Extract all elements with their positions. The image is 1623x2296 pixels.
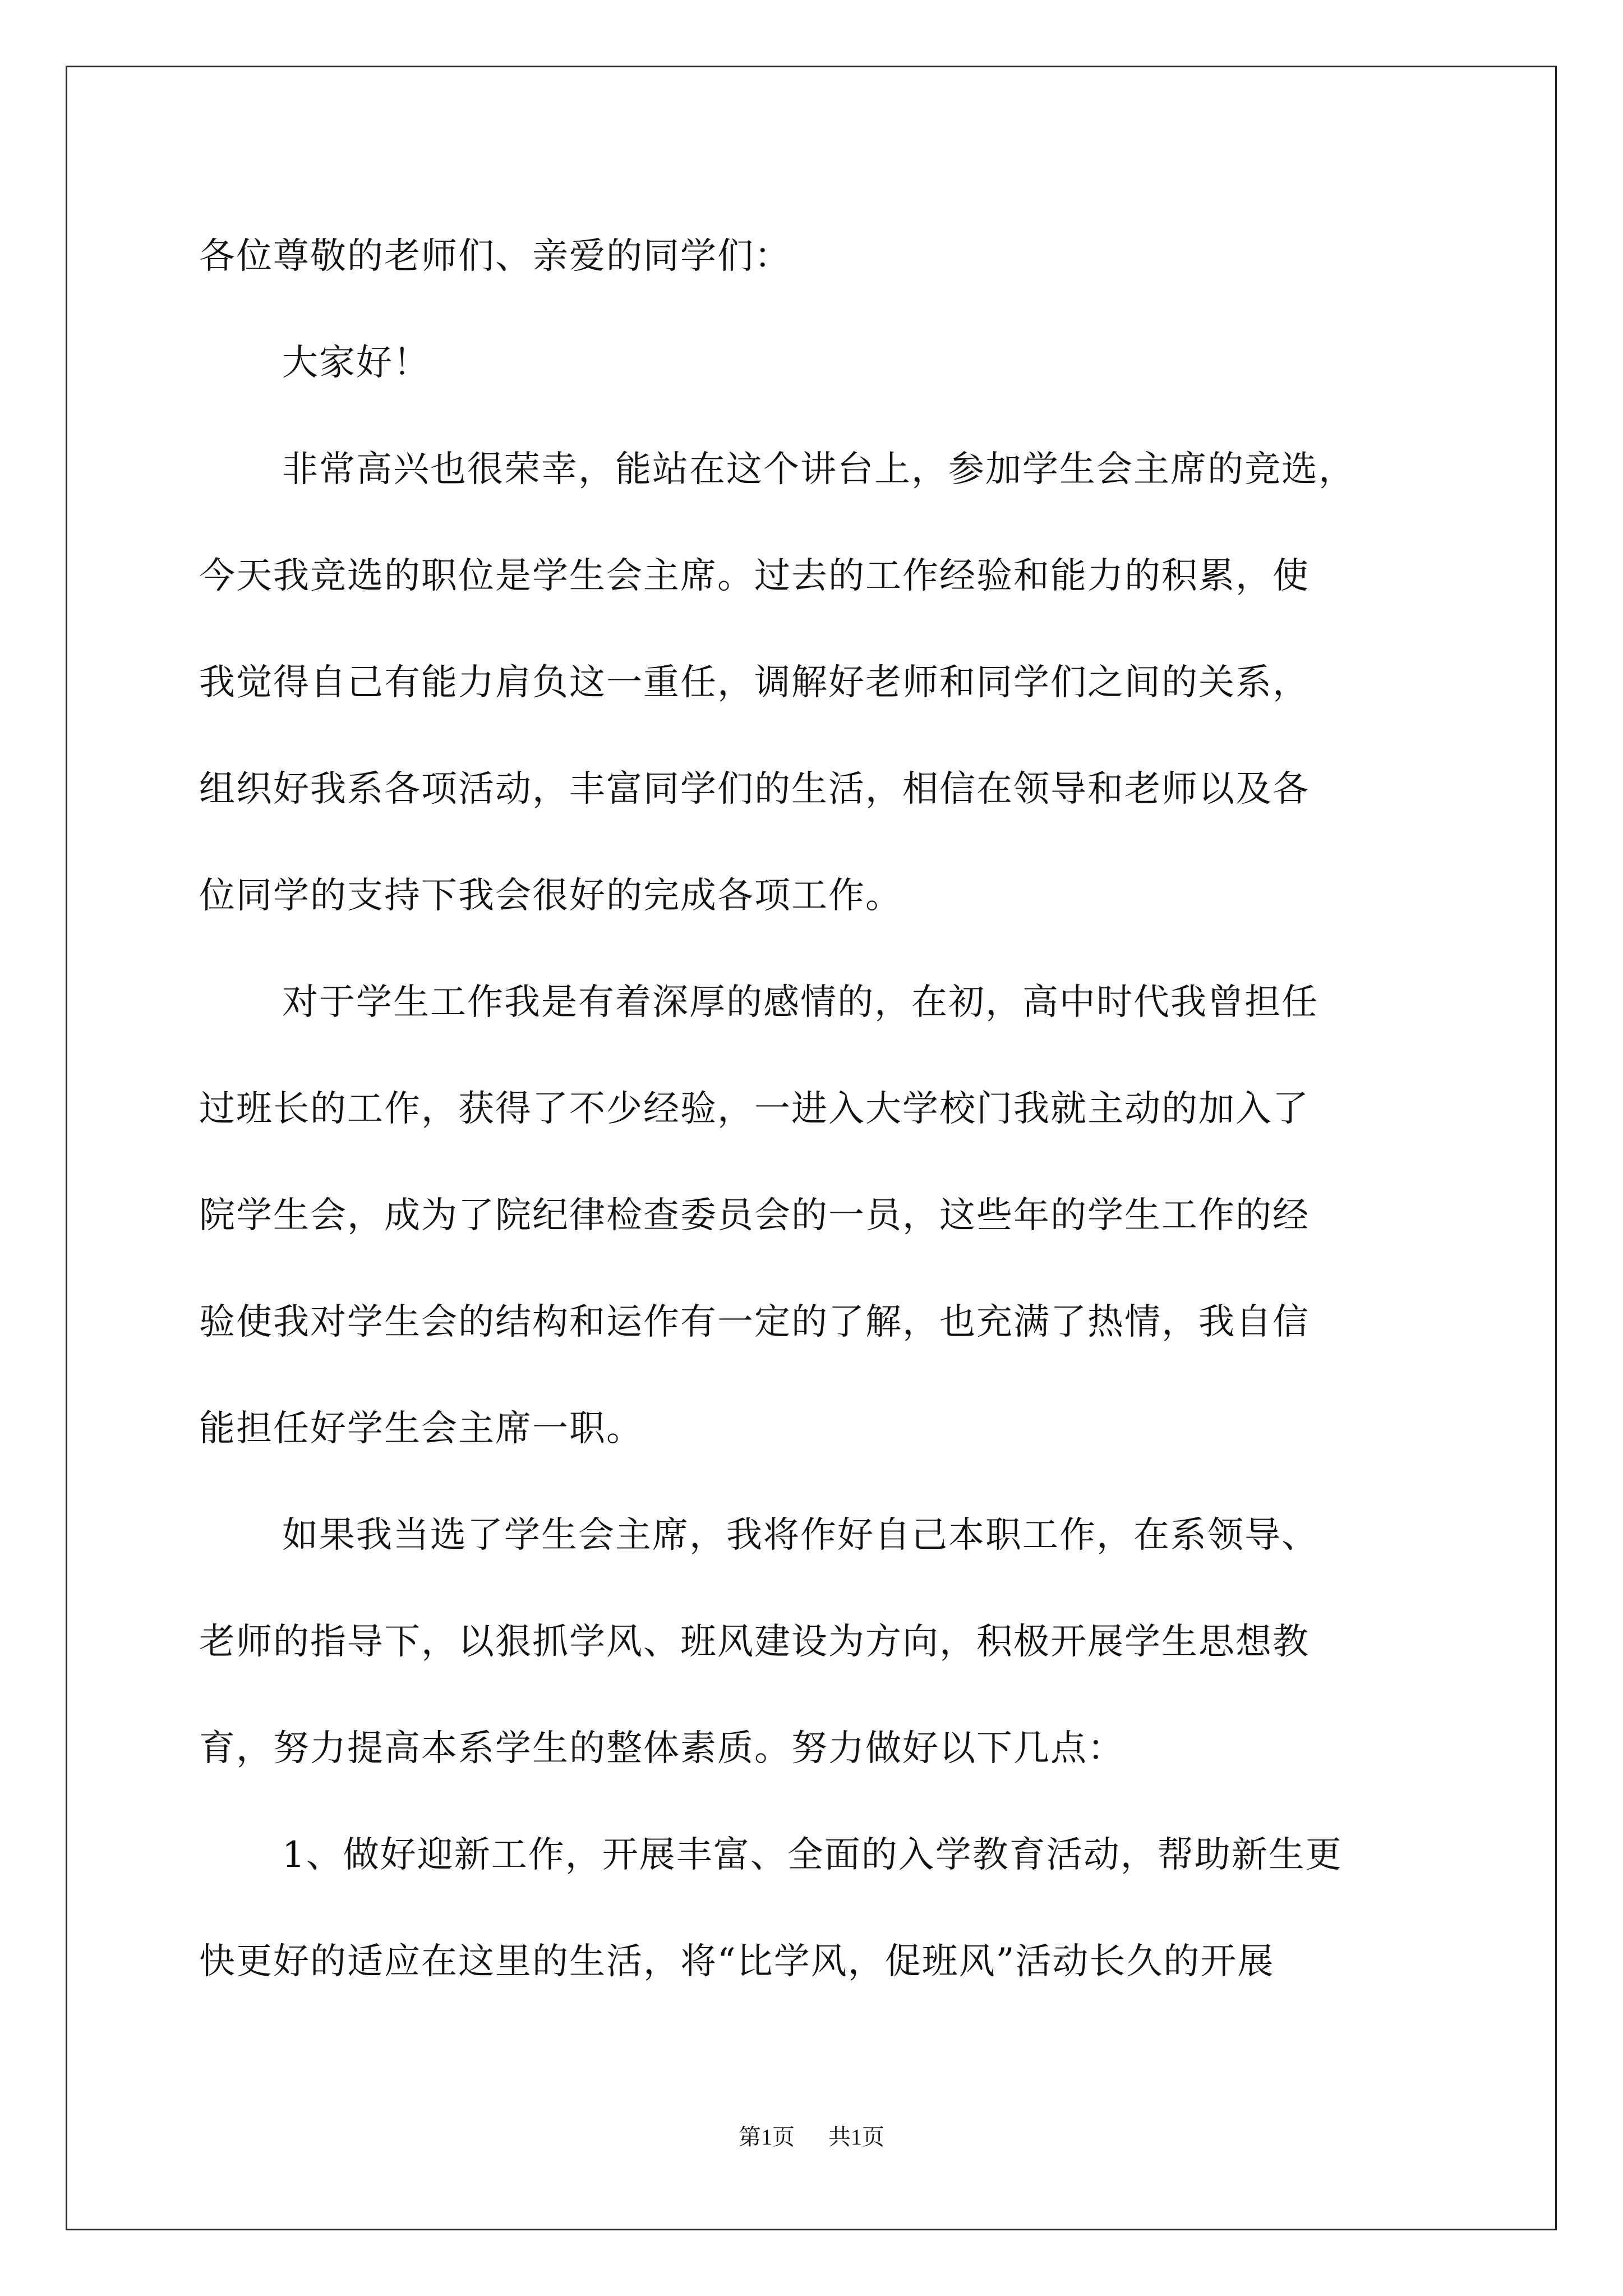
- paragraph-line: 我觉得自己有能力肩负这一重任，调解好老师和同学们之间的关系，: [199, 662, 1310, 703]
- salutation-line: 各位尊敬的老师们、亲爱的同学们：: [199, 236, 791, 277]
- paragraph-line: 今天我竞选的职位是学生会主席。过去的工作经验和能力的积累，使: [199, 555, 1310, 597]
- paragraph-line: 非常高兴也很荣幸，能站在这个讲台上，参加学生会主席的竞选，: [282, 449, 1355, 490]
- paragraph-line: 如果我当选了学生会主席，我将作好自己本职工作，在系领导、: [282, 1515, 1318, 1556]
- page-total: 共1页: [828, 2124, 884, 2150]
- paragraph-line: 育，努力提高本系学生的整体素质。努力做好以下几点：: [199, 1728, 1124, 1769]
- greeting-line: 大家好！: [282, 342, 430, 384]
- page-footer: [0, 2119, 1623, 2151]
- document-body: [199, 203, 1461, 2015]
- paragraph-line: 对于学生工作我是有着深厚的感情的，在初，高中时代我曾担任: [282, 982, 1318, 1023]
- paragraph-line: 院学生会，成为了院纪律检查委员会的一员，这些年的学生工作的经: [199, 1195, 1310, 1236]
- paragraph-line: 老师的指导下，以狠抓学风、班风建设为方向，积极开展学生思想教: [199, 1621, 1310, 1663]
- paragraph-line: 验使我对学生会的结构和运作有一定的了解，也充满了热情，我自信: [199, 1301, 1310, 1343]
- paragraph-line: 能担任好学生会主席一职。: [199, 1408, 643, 1450]
- page-number: 第1页: [739, 2124, 795, 2150]
- paragraph-line: 组织好我系各项活动，丰富同学们的生活，相信在领导和老师以及各: [199, 769, 1310, 810]
- list-item-line: 1、做好迎新工作，开展丰富、全面的入学教育活动，帮助新生更: [282, 1834, 1343, 1876]
- paragraph-line: 过班长的工作，获得了不少经验，一进入大学校门我就主动的加入了: [199, 1088, 1310, 1130]
- paragraph-line: 位同学的支持下我会很好的完成各项工作。: [199, 875, 902, 917]
- list-item-line: 快更好的适应在这里的生活，将“比学风，促班风”活动长久的开展: [199, 1941, 1275, 1982]
